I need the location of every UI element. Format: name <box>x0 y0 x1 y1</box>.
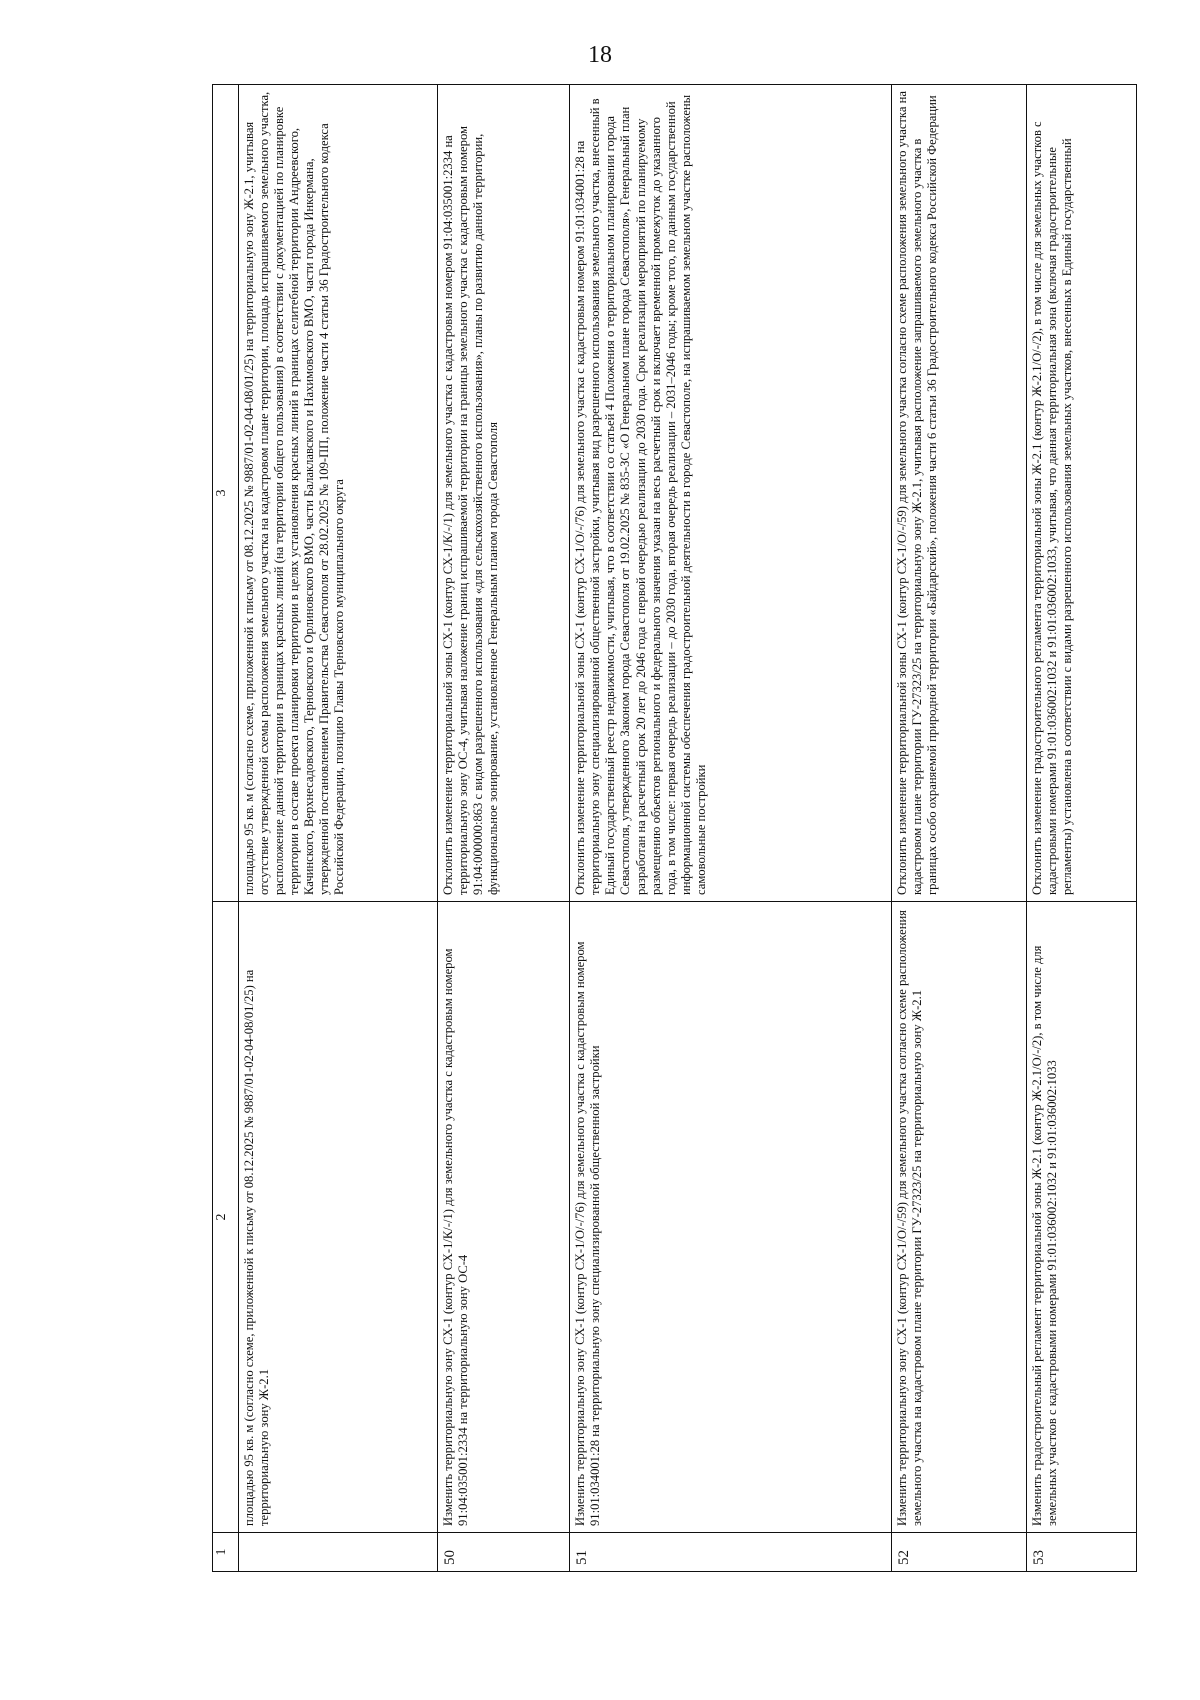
row-proposal: площадью 95 кв. м (согласно схеме, приложенной к письму от 08.12.2025 № 9887/01-02-04-08/01/25) на территориальную зону Ж-2.1 <box>238 902 437 1533</box>
row-proposal: Изменить территориальную зону СХ-1 (контур СХ-1/О/-/59) для земельного участка согласно схеме расположения земельного участка на кадастровом плане территории ГУ-27323/25 на территориальную зону Ж-2.1 <box>891 902 1026 1533</box>
row-number: 51 <box>570 1533 891 1572</box>
row-number: 52 <box>891 1533 1026 1572</box>
rotated-sheet <box>212 91 1137 1572</box>
row-number <box>238 1533 437 1572</box>
header-col-1: 1 <box>213 1533 239 1572</box>
row-decision: Отклонить изменение территориальной зоны СХ-1 (контур СХ-1/К/-/1) для земельного участка с кадастровым номером 91:04:035001:2334 на территориальную зону ОС-4, учитывая наложение границ испрашиваемой территории на границы земельного участка с кадастровым номером 91:04:000000:863 с видом разрешенного использования «для сельскохозяйственного использования», планы по развитию данной территории, функциональное зонирование, установленное Генеральным планом города Севастополя <box>437 85 570 902</box>
header-col-3: 3 <box>213 85 239 902</box>
table-row <box>238 85 437 1572</box>
row-decision: Отклонить изменение территориальной зоны СХ-1 (контур СХ-1/О/-/59) для земельного участка согласно схеме расположения земельного участка на кадастровом плане территории ГУ-27323/25 на территориальную зону Ж-2.1, учитывая расположение запрашиваемого земельного участка в границах особо охраняемой природной территории «Байдарский», положения части 6 статьи 36 Градостроительного кодекса Российской Федерации <box>891 85 1026 902</box>
page-number: 18 <box>588 42 612 68</box>
table-row <box>437 85 570 1572</box>
row-decision: Отклонить изменение градостроительного регламента территориальной зоны Ж-2.1 (контур Ж-2.1/О/-/2), в том числе для земельных участков с кадастровыми номерами 91:01:036002:1032 и 91:01:036002:1033, учитывая, что данная территориальная зона (включая градостроительные регламенты) установлена в соответствии с видами разрешенного использования земельных участков, внесенных в Единый государственный <box>1026 85 1136 902</box>
row-proposal: Изменить градостроительный регламент территориальной зоны Ж-2.1 (контур Ж-2.1/О/-/2), в том числе для земельных участков с кадастровыми номерами 91:01:036002:1032 и 91:01:036002:1033 <box>1026 902 1136 1533</box>
row-decision: площадью 95 кв. м (согласно схеме, приложенной к письму от 08.12.2025 № 9887/01-02-04-08/01/25) на территориальную зону Ж-2.1, учитывая отсутствие утвержденной схемы расположения земельного участка на кадастровом плане территории, площадь испрашиваемого земельного участка, расположение данной территории в границах красных линий (на территории общего пользования) в соответствии с документацией по планировке территории в составе проекта планировки территории в целях установления красных линий в границах селитебной территории Андреевского, Качинского, Верхнесадовского, Терновского и Орлиновского ВМО, части Балаклавского и Нахимовского ВМО, части города Инкермана, утвержденной постановлением Правительства Севастополя от 28.02.2025 № 109-ПП, положение части 4 статьи 36 Градостроительного кодекса Российской Федерации, позицию Главы Терновского муниципального округа <box>238 85 437 902</box>
decision-table <box>212 84 1137 1572</box>
table-header-row <box>213 85 239 1572</box>
table-row <box>1026 85 1136 1572</box>
row-number: 50 <box>437 1533 570 1572</box>
row-proposal: Изменить территориальную зону СХ-1 (контур СХ-1/К/-/1) для земельного участка с кадастровым номером 91:04:035001:2334 на территориальную зону ОС-4 <box>437 902 570 1533</box>
header-col-2: 2 <box>213 902 239 1533</box>
row-proposal: Изменить территориальную зону СХ-1 (контур СХ-1/О/-/76) для земельного участка с кадастровым номером 91:01:034001:28 на территориальную зону специализированной общественной застройки <box>570 902 891 1533</box>
row-number: 53 <box>1026 1533 1136 1572</box>
table-row <box>570 85 891 1572</box>
table-row <box>891 85 1026 1572</box>
row-decision: Отклонить изменение территориальной зоны СХ-1 (контур СХ-1/О/-/76) для земельного участка с кадастровым номером 91:01:034001:28 на территориальную зону специализированной общественной застройки, учитывая вид разрешенного использования земельного участка, внесенный в Единый государственный реестр недвижимости, учитывая, что в соответствии со статьей 4 Положения о территориальном планировании города Севастополя, утвержденного Законом города Севастополя от 19.02.2025 № 835-ЗС «О Генеральном плане города Севастополя», Генеральный план разработан на расчетный срок 20 лет до 2046 года с первой очередью реализации до 2030 года. Срок реализации мероприятий по планируемому размещению объектов регионального и федерального значения указан на весь расчетный срок и включает временной промежуток до указанного года, в том числе: первая очередь реализации – до 2030 года, вторая очередь реализации – 2031–2046 годы; кроме того, по данным государственной информационной системы обеспечения градостроительной деятельности в городе Севастополе, на испрашиваемом земельном участке расположены самовольные постройки <box>570 85 891 902</box>
